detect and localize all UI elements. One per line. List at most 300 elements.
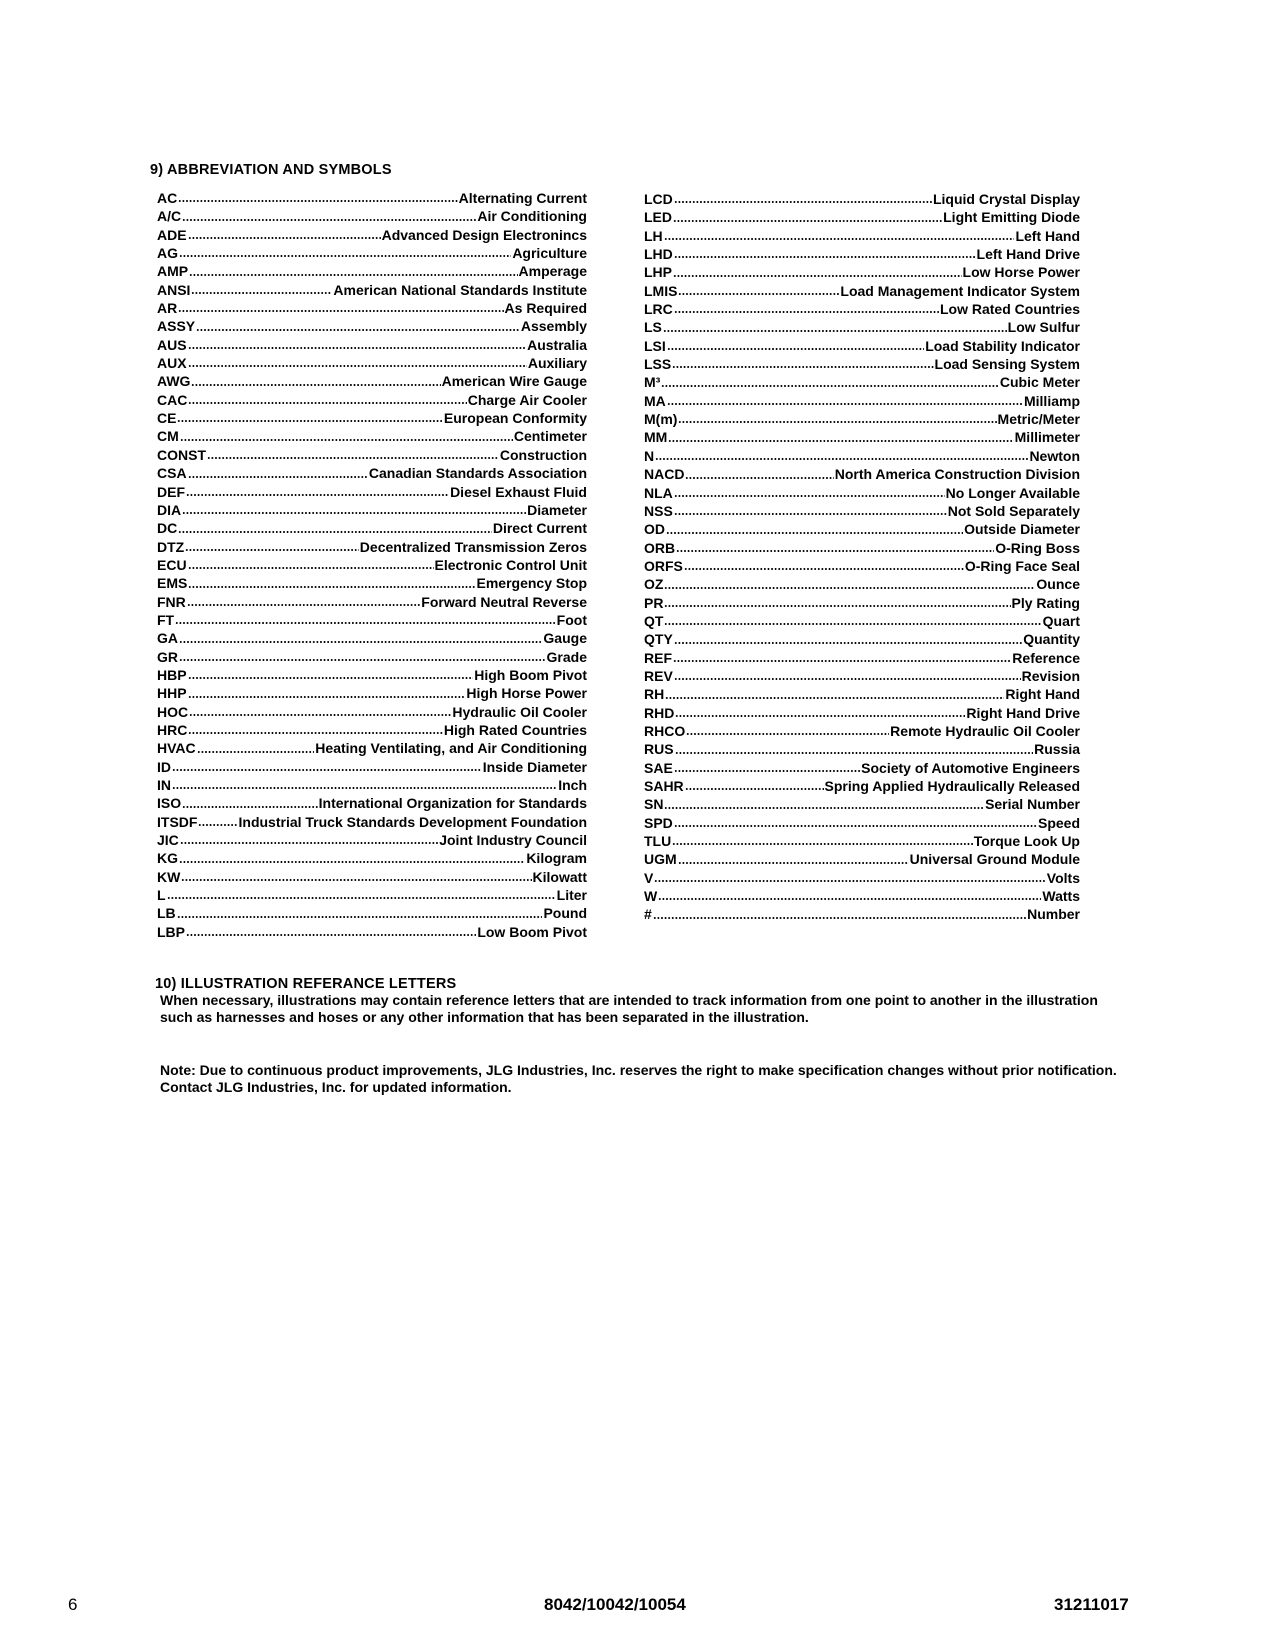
abbreviation-row — [644, 300, 1080, 318]
abbreviation-meaning: Direct Current — [492, 520, 587, 537]
dot-leader — [663, 329, 1007, 333]
dot-leader — [673, 219, 942, 223]
abbreviation-meaning: Canadian Standards Association — [368, 465, 587, 482]
abbreviation-meaning: Remote Hydraulic Oil Cooler — [890, 722, 1080, 739]
dot-leader — [188, 695, 466, 699]
dot-leader — [198, 823, 237, 827]
abbreviation: DTZ — [157, 538, 185, 555]
dot-leader — [686, 732, 889, 736]
dot-leader — [197, 750, 315, 754]
abbreviation: LH — [644, 227, 663, 244]
abbreviation: KW — [157, 868, 181, 885]
abbreviation-row — [157, 501, 587, 519]
abbreviation-row — [157, 611, 587, 629]
abbreviation-row — [157, 281, 587, 299]
dot-leader — [177, 419, 442, 423]
dot-leader — [667, 402, 1023, 406]
abbreviation: V — [644, 869, 654, 886]
abbreviation-meaning: Advanced Design Electronincs — [381, 226, 587, 243]
abbreviation-meaning: Kilowatt — [532, 868, 587, 885]
abbreviation-meaning: Forward Neutral Reverse — [421, 593, 587, 610]
abbreviation-row — [157, 189, 587, 207]
abbreviation: GR — [157, 648, 178, 665]
abbreviation-row — [644, 337, 1080, 355]
abbreviation-row — [157, 556, 587, 574]
dot-leader — [207, 456, 499, 460]
abbreviation-row — [157, 226, 587, 244]
dot-leader — [178, 199, 457, 203]
dot-leader — [186, 933, 476, 937]
abbreviation: DIA — [157, 501, 182, 518]
dot-leader — [664, 604, 1010, 608]
abbreviation: LS — [644, 319, 662, 336]
abbreviation: ISO — [157, 795, 182, 812]
abbreviation-row — [644, 484, 1080, 502]
abbreviation-meaning: Alternating Current — [458, 190, 587, 206]
dot-leader — [188, 236, 381, 240]
abbreviation: AWG — [157, 373, 191, 390]
abbreviation-meaning: Foot — [556, 611, 587, 628]
abbreviation: DC — [157, 520, 178, 537]
abbreviation: OD — [644, 521, 665, 538]
abbreviation: RUS — [644, 741, 674, 758]
abbreviation: LSI — [644, 337, 666, 354]
abbreviation: FT — [157, 611, 175, 628]
abbreviation-row — [157, 574, 587, 592]
dot-leader — [661, 384, 999, 388]
abbreviation-meaning: Speed — [1037, 814, 1080, 831]
abbreviation-row — [157, 244, 587, 262]
abbreviation: RH — [644, 686, 665, 703]
abbreviation-row — [644, 612, 1080, 630]
abbreviation-row — [644, 263, 1080, 281]
abbreviation-meaning: Metric/Meter — [997, 411, 1080, 428]
abbreviation-row — [644, 392, 1080, 410]
dot-leader — [674, 310, 939, 314]
abbreviation-meaning: Right Hand Drive — [966, 704, 1080, 721]
abbreviation: A/C — [157, 208, 182, 225]
dot-leader — [181, 878, 531, 882]
abbreviation-meaning: Assembly — [520, 318, 587, 335]
dot-leader — [676, 549, 994, 553]
abbreviation-row — [157, 317, 587, 335]
abbreviation-meaning: Joint Industry Council — [439, 832, 587, 849]
dot-leader — [678, 292, 839, 296]
abbreviation: # — [644, 906, 652, 923]
dot-leader — [182, 805, 318, 809]
abbreviation-meaning: North America Construction Division — [834, 466, 1080, 483]
abbreviation: UGM — [644, 851, 677, 868]
abbreviation-row — [644, 410, 1080, 428]
abbreviation: M(m) — [644, 411, 678, 428]
abbreviation-meaning: Centimeter — [513, 428, 587, 445]
abbreviation: AR — [157, 300, 178, 317]
dot-leader — [674, 677, 1021, 681]
abbreviation: HRC — [157, 721, 188, 738]
abbreviation-meaning: Right Hand — [1005, 686, 1080, 703]
dot-leader — [653, 916, 1026, 920]
abbreviation-row — [157, 372, 587, 390]
abbreviation-row — [644, 814, 1080, 832]
dot-leader — [179, 658, 546, 662]
abbreviation-row — [157, 629, 587, 647]
dot-leader — [188, 731, 443, 735]
abbreviation-meaning: Revision — [1021, 667, 1080, 684]
abbreviation-meaning: Quart — [1042, 612, 1080, 629]
abbreviation: W — [644, 888, 658, 905]
abbreviation-row — [644, 905, 1080, 923]
abbreviation-row — [644, 245, 1080, 263]
abbreviation-list-left — [157, 189, 587, 941]
abbreviation-meaning: Low Rated Countries — [939, 301, 1080, 318]
abbreviation: ORB — [644, 539, 676, 556]
abbreviation-row — [157, 831, 587, 849]
abbreviation: REF — [644, 649, 672, 666]
abbreviation-meaning: O-Ring Boss — [995, 539, 1080, 556]
abbreviation-meaning: Inside Diameter — [482, 758, 587, 775]
abbreviation-meaning: O-Ring Face Seal — [964, 557, 1080, 574]
abbreviation-meaning: Electronic Control Unit — [434, 556, 587, 573]
dot-leader — [179, 254, 511, 258]
abbreviation: LHD — [644, 246, 673, 263]
abbreviation-meaning: Millimeter — [1014, 429, 1080, 446]
abbreviation-row — [157, 409, 587, 427]
abbreviation-meaning: High Boom Pivot — [474, 666, 587, 683]
abbreviation: NSS — [644, 502, 673, 519]
abbreviation-meaning: Newton — [1029, 447, 1080, 464]
dot-leader — [665, 696, 1004, 700]
abbreviation: TLU — [644, 833, 672, 850]
dot-leader — [189, 273, 517, 277]
abbreviation-meaning: Not Sold Separately — [947, 502, 1080, 519]
abbreviation-row — [644, 539, 1080, 557]
abbreviation: GA — [157, 630, 178, 647]
abbreviation: LB — [157, 905, 176, 922]
abbreviation-meaning: European Conformity — [443, 410, 587, 427]
abbreviation-row — [644, 667, 1080, 685]
abbreviation-row — [644, 282, 1080, 300]
dot-leader — [673, 274, 962, 278]
abbreviation-meaning: Ounce — [1036, 576, 1080, 593]
document-number: 31211017 — [1054, 1595, 1129, 1614]
dot-leader — [179, 860, 525, 864]
abbreviation-row — [157, 776, 587, 794]
dot-leader — [180, 841, 438, 845]
abbreviation-row — [157, 849, 587, 867]
abbreviation-meaning: Gauge — [543, 630, 587, 647]
dot-leader — [685, 787, 824, 791]
abbreviation-meaning: Decentralized Transmission Zeros — [359, 538, 587, 555]
abbreviation: LSS — [644, 356, 672, 373]
abbreviation: SPD — [644, 814, 673, 831]
abbreviation: EMS — [157, 575, 188, 592]
dot-leader — [178, 530, 492, 534]
abbreviation: ORFS — [644, 557, 683, 574]
abbreviation-row — [644, 649, 1080, 667]
abbreviation-meaning: Pound — [543, 905, 587, 922]
abbreviation: AC — [157, 190, 178, 206]
abbreviation-row — [157, 666, 587, 684]
dot-leader — [167, 896, 556, 900]
abbreviation-row — [644, 318, 1080, 336]
abbreviation: LRC — [644, 301, 673, 318]
dot-leader — [674, 200, 932, 204]
dot-leader — [185, 548, 359, 552]
abbreviation-meaning: Agriculture — [512, 245, 587, 262]
dot-leader — [666, 531, 963, 535]
abbreviation-meaning: Milliamp — [1023, 392, 1080, 409]
dot-leader — [664, 586, 1035, 590]
abbreviation-meaning: Reference — [1012, 649, 1080, 666]
abbreviation-row — [644, 685, 1080, 703]
dot-leader — [196, 328, 520, 332]
abbreviation-list-right — [644, 190, 1080, 924]
abbreviation: FNR — [157, 593, 186, 610]
dot-leader — [654, 879, 1045, 883]
abbreviation: ADE — [157, 226, 187, 243]
abbreviation: RHD — [644, 704, 675, 721]
abbreviation-row — [157, 648, 587, 666]
dot-leader — [186, 493, 449, 497]
dot-leader — [178, 309, 503, 313]
abbreviation-row — [157, 923, 587, 941]
abbreviation: DEF — [157, 483, 185, 500]
model-number: 8042/10042/10054 — [544, 1595, 686, 1614]
abbreviation-row — [644, 520, 1080, 538]
abbreviation-row — [157, 207, 587, 225]
abbreviation: OZ — [644, 576, 664, 593]
dot-leader — [673, 659, 1011, 663]
abbreviation: JIC — [157, 832, 179, 849]
abbreviation-row — [157, 721, 587, 739]
abbreviation-meaning: Ply Rating — [1011, 594, 1080, 611]
abbreviation: AUS — [157, 336, 187, 353]
abbreviation-row — [644, 502, 1080, 520]
abbreviation-row — [157, 593, 587, 611]
abbreviation-row — [644, 759, 1080, 777]
abbreviation-meaning: Low Horse Power — [962, 264, 1080, 281]
section-10-body: When necessary, illustrations may contain reference letters that are intended to track information from one point to another in the illustration such as harnesses and hoses or any other information that has been separated in the illustration. — [160, 992, 1098, 1025]
abbreviation-meaning: Low Boom Pivot — [477, 923, 587, 940]
abbreviation: RHCO — [644, 722, 686, 739]
abbreviation-meaning: Charge Air Cooler — [467, 391, 587, 408]
abbreviation: CSA — [157, 465, 187, 482]
abbreviation-meaning: Outside Diameter — [964, 521, 1080, 538]
dot-leader — [188, 475, 368, 479]
abbreviation-meaning: Kilogram — [526, 850, 587, 867]
abbreviation-meaning: International Organization for Standards — [318, 795, 587, 812]
abbreviation: SN — [644, 796, 664, 813]
abbreviation: CM — [157, 428, 179, 445]
abbreviation: LBP — [157, 923, 185, 940]
dot-leader — [667, 347, 924, 351]
abbreviation-row — [157, 391, 587, 409]
abbreviation-row — [157, 483, 587, 501]
abbreviation-row — [157, 703, 587, 721]
dot-leader — [658, 897, 1041, 901]
abbreviation: HHP — [157, 685, 187, 702]
dot-leader — [675, 714, 965, 718]
abbreviation-meaning: Light Emitting Diode — [943, 209, 1080, 226]
abbreviation: ECU — [157, 556, 187, 573]
abbreviation: CAC — [157, 391, 188, 408]
abbreviation: CE — [157, 410, 177, 427]
abbreviation-meaning: Amperage — [518, 263, 587, 280]
abbreviation: M³ — [644, 374, 661, 391]
dot-leader — [191, 383, 440, 387]
abbreviation: PR — [644, 594, 664, 611]
abbreviation-meaning: Society of Automotive Engineers — [861, 759, 1080, 776]
abbreviation-row — [157, 519, 587, 537]
dot-leader — [188, 401, 466, 405]
abbreviation-row — [644, 722, 1080, 740]
abbreviation-meaning: No Longer Available — [945, 484, 1080, 501]
abbreviation-row — [644, 869, 1080, 887]
abbreviation-row — [644, 832, 1080, 850]
abbreviation-row — [157, 354, 587, 372]
abbreviation-meaning: As Required — [504, 300, 587, 317]
dot-leader — [180, 438, 513, 442]
abbreviation: AUX — [157, 355, 187, 372]
dot-leader — [674, 512, 947, 516]
section-10-heading: 10) ILLUSTRATION REFERANCE LETTERS — [155, 976, 457, 992]
abbreviation-row — [157, 336, 587, 354]
dot-leader — [672, 842, 972, 846]
abbreviation-row — [644, 795, 1080, 813]
dot-leader — [172, 786, 557, 790]
dot-leader — [188, 346, 527, 350]
abbreviation-row — [157, 262, 587, 280]
abbreviation-meaning: Auxiliary — [527, 355, 587, 372]
page-number: 6 — [68, 1595, 78, 1614]
abbreviation-meaning: American Wire Gauge — [441, 373, 587, 390]
abbreviation: IN — [157, 777, 171, 793]
abbreviation-row — [644, 777, 1080, 795]
abbreviation-meaning: Australia — [527, 336, 587, 353]
dot-leader — [191, 291, 332, 295]
dot-leader — [188, 676, 474, 680]
dot-leader — [172, 768, 482, 772]
abbreviation: HBP — [157, 666, 187, 683]
abbreviation-row — [644, 740, 1080, 758]
abbreviation-row — [644, 465, 1080, 483]
abbreviation-row — [157, 739, 587, 757]
abbreviation-meaning: Volts — [1046, 869, 1080, 886]
abbreviation: L — [157, 887, 166, 904]
abbreviation: SAE — [644, 759, 673, 776]
abbreviation: HOC — [157, 703, 189, 720]
abbreviation-row — [644, 594, 1080, 612]
abbreviation-meaning: Grade — [546, 648, 587, 665]
abbreviation-meaning: Low Sulfur — [1007, 319, 1080, 336]
abbreviation-meaning: High Horse Power — [466, 685, 587, 702]
abbreviation-meaning: Torque Look Up — [973, 833, 1080, 850]
abbreviation: QT — [644, 612, 664, 629]
abbreviation-row — [644, 355, 1080, 373]
abbreviation-meaning: Air Conditioning — [477, 208, 587, 225]
abbreviation-row — [644, 575, 1080, 593]
abbreviation-meaning: Number — [1027, 906, 1080, 923]
abbreviation-row — [157, 813, 587, 831]
abbreviation-row — [157, 904, 587, 922]
abbreviation-row — [644, 630, 1080, 648]
note-paragraph: Note: Due to continuous product improvements, JLG Industries, Inc. reserves the right to make specification changes without prior notification. Contact JLG Industries, Inc. for updated information. — [160, 1062, 1117, 1095]
abbreviation: MA — [644, 392, 666, 409]
abbreviation-row — [157, 886, 587, 904]
dot-leader — [675, 751, 1034, 755]
abbreviation-row — [157, 299, 587, 317]
abbreviation: NLA — [644, 484, 673, 501]
abbreviation: HVAC — [157, 740, 196, 757]
dot-leader — [664, 806, 984, 810]
abbreviation-meaning: Industrial Truck Standards Development Foundation — [238, 813, 587, 830]
dot-leader — [674, 255, 976, 259]
abbreviation-meaning: Liter — [556, 887, 587, 904]
abbreviation-row — [644, 850, 1080, 868]
dot-leader — [674, 824, 1037, 828]
dot-leader — [678, 861, 909, 865]
abbreviation: LMIS — [644, 282, 678, 299]
abbreviation-meaning: American National Standards Institute — [333, 281, 587, 298]
abbreviation-row — [157, 868, 587, 886]
abbreviation-meaning: Load Sensing System — [934, 356, 1080, 373]
abbreviation-row — [644, 227, 1080, 245]
dot-leader — [664, 622, 1041, 626]
abbreviation-meaning: Inch — [558, 777, 587, 793]
abbreviation-row — [157, 758, 587, 776]
dot-leader — [684, 567, 964, 571]
abbreviation: AMP — [157, 263, 189, 280]
abbreviation-meaning: Left Hand Drive — [976, 246, 1080, 263]
abbreviation: KG — [157, 850, 178, 867]
dot-leader — [188, 364, 527, 368]
dot-leader — [674, 769, 860, 773]
dot-leader — [189, 713, 451, 717]
dot-leader — [655, 457, 1028, 461]
dot-leader — [664, 237, 1015, 241]
dot-leader — [179, 640, 542, 644]
abbreviation: LCD — [644, 191, 673, 207]
abbreviation-meaning: Spring Applied Hydraulically Released — [824, 778, 1080, 794]
abbreviation-meaning: Heating Ventilating, and Air Conditioning — [315, 740, 587, 757]
abbreviation-row — [157, 794, 587, 812]
dot-leader — [182, 218, 476, 222]
abbreviation-meaning: Universal Ground Module — [909, 851, 1080, 868]
abbreviation-row — [644, 704, 1080, 722]
abbreviation-row — [157, 446, 587, 464]
abbreviation: ANSI — [157, 281, 191, 298]
abbreviation-meaning: Hydraulic Oil Cooler — [452, 703, 587, 720]
abbreviation: ASSY — [157, 318, 196, 335]
abbreviation: SAHR — [644, 778, 684, 794]
abbreviation-row — [644, 373, 1080, 391]
abbreviation: REV — [644, 667, 673, 684]
abbreviation: N — [644, 447, 655, 464]
dot-leader — [175, 621, 556, 625]
dot-leader — [685, 476, 833, 480]
abbreviation-row — [644, 428, 1080, 446]
abbreviation-meaning: Quantity — [1023, 631, 1080, 648]
abbreviation-row — [157, 684, 587, 702]
abbreviation: ITSDF — [157, 813, 198, 830]
abbreviation-meaning: Left Hand — [1015, 227, 1080, 244]
abbreviation: QTY — [644, 631, 673, 648]
dot-leader — [668, 439, 1013, 443]
dot-leader — [187, 603, 420, 607]
dot-leader — [674, 494, 945, 498]
abbreviation-row — [157, 427, 587, 445]
abbreviation: AG — [157, 245, 178, 262]
